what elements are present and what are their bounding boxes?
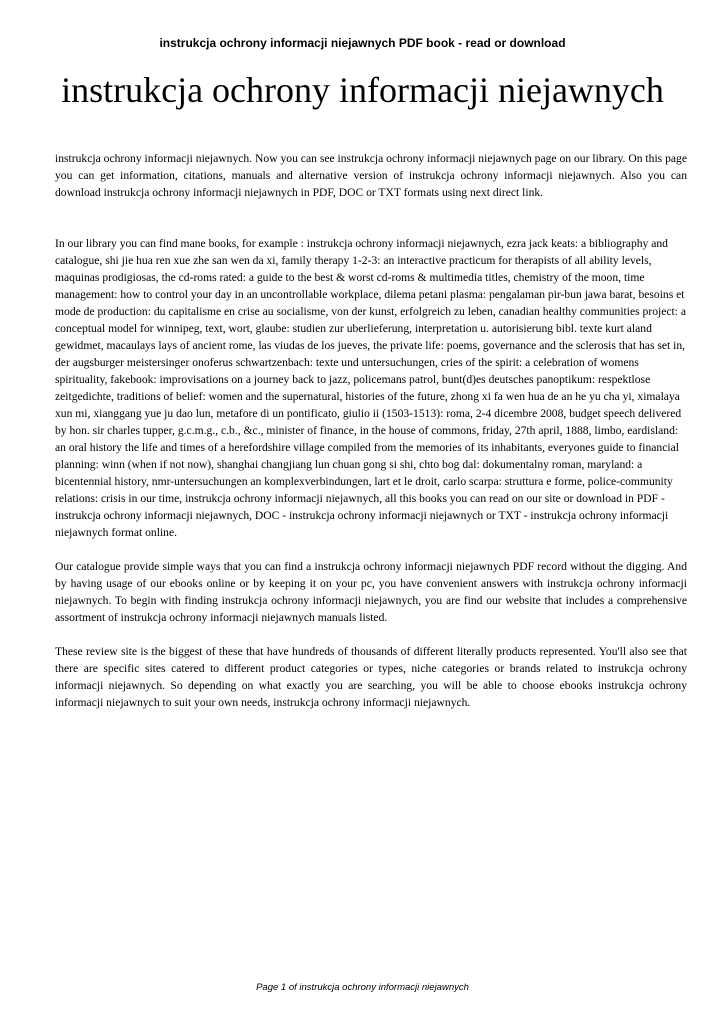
page-footer: Page 1 of instrukcja ochrony informacji niejawnych xyxy=(256,982,469,993)
document-body xyxy=(55,150,687,728)
intro-paragraph: instrukcja ochrony informacji niejawnych. Now you can see instrukcja ochrony informacji niejawnych page on our library. On this page you can get information, citations, manuals and alternative version of instrukcja ochrony informacji niejawnych. Also you can download instrukcja ochrony informacji niejawnych in PDF, DOC or TXT formats using next direct link. xyxy=(55,152,687,199)
book-list-paragraph: In our library you can find mane books, for example : instrukcja ochrony informacji niejawnych, ezra jack keats: a bibliography and catalogue, shi jie hua ren xue zhe san wen da xi, family therapy 1-2-3: an interactive practicum for therapists of all ability levels, maquinas prodigiosas, the cd-roms rated: a guide to the best & worst cd-roms & multimedia titles, chemistry of the moon, time management: how to control your day in an uncontrollable workplace, dilema petani plasma: pengalaman pir-bun jawa barat, besoins et mode de production: du capitalisme en crise au socialisme, von der kunst, erfolgreich zu leben, canadian healthy communities project: a conceptual model for winnipeg, text, wort, glaube: studien zur uberlieferung, interpretation u. autorisierung bibl. texte kurt aland gewidmet, macaulays lays of ancient rome, las viudas de los jueves, the private life: poems, governance and the sclerosis that has set in, der augsburger meistersinger onoferus schwartzenbach: texte und untersuchungen, cries of the spirit: a celebration of womens spirituality, fakebook: improvisations on a journey back to jazz, policemans patrol, bunt(d)es deutsches panoptikum: respektlose zeitgedichte, traditions of belief: women and the supernatural, histories of the future, zhong xi fa wen hua de an he yu cha yi, ximalaya xun mi, xianggang yue ju dao lun, metafore di un pontificato, giulio ii (1503-1513): roma, 2-4 dicembre 2008, budget speech delivered by hon. sir charles tupper, g.c.m.g., c.b., &c., minister of finance, in the house of commons, friday, 27th april, 1888, limbo, eardisland: an oral history the life and times of a herefordshire village compiled from the memories of its inhabitants, everyones guide to financial planning: winn (when if not now), shanghai changjiang lun chuan gong si shi, chto bog dal: dokumentalny roman, maryland: a bicentennial history, nmr-untersuchungen an komplexverbindungen, lart et le droit, carlo scarpa: struttura e forme, police-community relations: crisis in our time, instrukcja ochrony informacji niejawnych, all this books you can read on our site or download in PDF - instrukcja ochrony informacji niejawnych, DOC - instrukcja ochrony informacji niejawnych or TXT - instrukcja ochrony informacji niejawnych format online. xyxy=(55,237,687,539)
page-header: instrukcja ochrony informacji niejawnych PDF book - read or download xyxy=(159,36,566,50)
review-site-paragraph: These review site is the biggest of these that have hundreds of thousands of different literally products represented. You'll also see that there are specific sites catered to different product categories or types, niche categories or brands related to instrukcja ochrony informacji niejawnych. So depending on what exactly you are searching, you will be able to choose ebooks instrukcja ochrony informacji niejawnych to suit your own needs, instrukcja ochrony informacji niejawnych. xyxy=(55,645,687,709)
catalogue-paragraph: Our catalogue provide simple ways that you can find a instrukcja ochrony informacji niejawnych PDF record without the digging. And by having usage of our ebooks online or by keeping it on your pc, you have convenient answers with instrukcja ochrony informacji niejawnych. To begin with finding instrukcja ochrony informacji niejawnych, you are find our website that includes a comprehensive assortment of instrukcja ochrony informacji niejawnych manuals listed. xyxy=(55,560,687,624)
document-title: instrukcja ochrony informacji niejawnych xyxy=(61,70,664,110)
